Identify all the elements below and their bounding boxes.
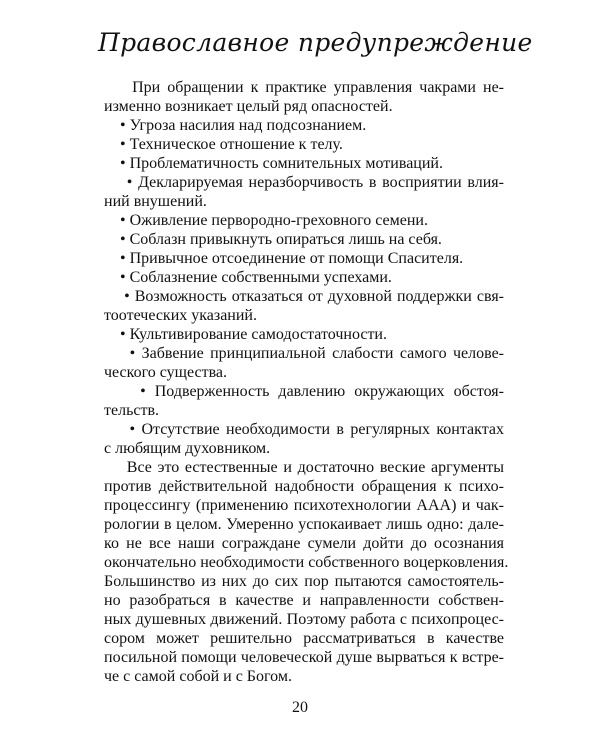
text-line: Все это естественные и достаточно веские аргументы [104, 459, 504, 476]
text-line: • Декларируемая неразборчивость в восприятии влия- [104, 174, 504, 191]
text-line: • Угроза насилия над подсознанием. [104, 117, 367, 134]
text-line: Большинство из них до сих пор пытаются самостоятель- [104, 573, 504, 590]
text-line: • Проблематичность сомнительных мотиваций. [104, 155, 443, 172]
text-line: • Привычное отсоединение от помощи Спасителя. [104, 250, 464, 267]
text-line: тельств. [104, 402, 160, 419]
text-line: против действительной надобности обращения к психо- [104, 478, 504, 495]
text-line: сором может решительно рассматриваться в качестве [104, 630, 504, 647]
text-line: • Отсутствие необходимости в регулярных контактах [104, 421, 504, 438]
text-line: но разобраться в качестве и направленности собствен- [104, 592, 504, 609]
text-line: че с самой собой и с Богом. [104, 668, 292, 685]
text-line: • Культивирование самодостаточности. [104, 326, 387, 343]
page-number: 20 [292, 699, 308, 716]
text-line: ко не все наши сограждане сумели дойти до осознания [104, 535, 504, 552]
text-line: • Возможность отказаться от духовной поддержки свя- [104, 288, 504, 305]
text-line: При обращении к практике управления чакрами не- [104, 79, 504, 96]
text-line: ческого существа. [104, 364, 228, 381]
text-line: с любящим духовником. [104, 440, 271, 457]
text-line: окончательно необходимости собственного воцерковления. [104, 554, 509, 571]
text-line: рологии в целом. Умеренно успокаивает лишь одно: дале- [104, 516, 504, 533]
text-line: • Оживление первородно-греховного семени. [104, 212, 428, 229]
page-heading: Православное предупреждение [98, 28, 533, 57]
text-line: • Забвение принципиальной слабости самого челове- [104, 345, 504, 362]
text-line: • Соблазнение собственными успехами. [104, 269, 392, 286]
text-line: процессингу (применению психотехнологии ААА) и чак- [104, 497, 504, 514]
text-line: ний внушений. [104, 193, 207, 210]
text-line: посильной помощи человеческой душе вырваться к встре- [104, 649, 504, 666]
body-text [104, 78, 509, 686]
text-line: • Соблазн привыкнуть опираться лишь на себя. [104, 231, 442, 248]
text-line: • Подверженность давлению окружающих обстоя- [104, 383, 504, 400]
text-line: изменно возникает целый ряд опасностей. [104, 98, 393, 115]
text-line: тоотеческих указаний. [104, 307, 257, 324]
text-line: ных душевных движений. Поэтому работа с психопроцес- [104, 611, 504, 628]
text-line: • Техническое отношение к телу. [104, 136, 343, 153]
